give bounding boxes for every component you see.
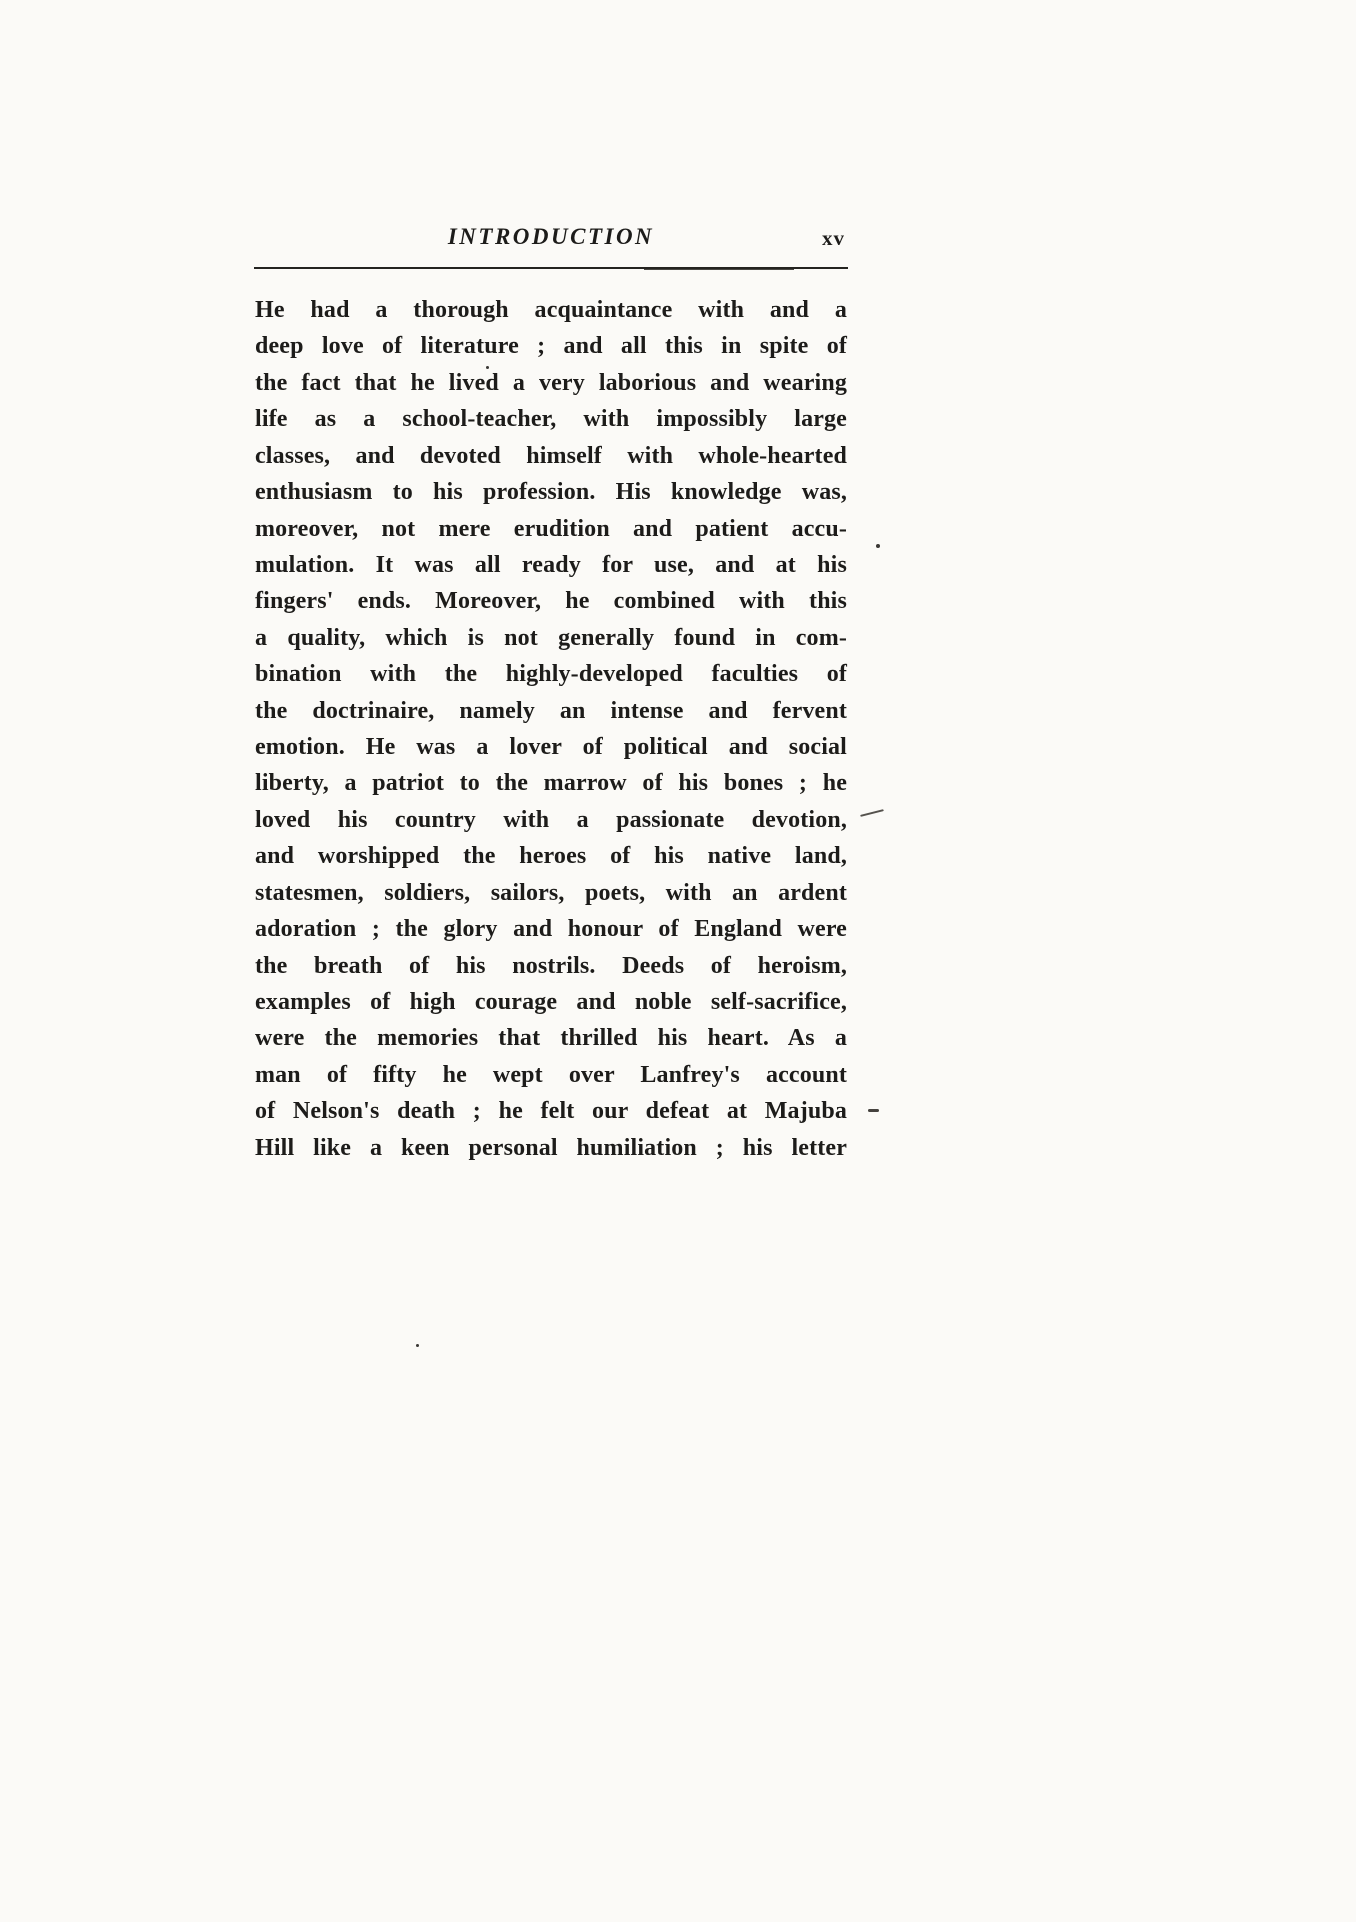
scan-speck bbox=[416, 1344, 419, 1347]
body-text bbox=[255, 292, 847, 1166]
text-line: the breath of his nostrils. Deeds of heroism, bbox=[255, 952, 847, 979]
text-line: He had a thorough acquaintance with and a bbox=[255, 297, 847, 323]
header-rule bbox=[254, 267, 848, 269]
text-line: emotion. He was a lover of political and social bbox=[255, 734, 847, 761]
running-title: INTRODUCTION bbox=[447, 224, 655, 249]
scan-speck bbox=[486, 366, 489, 369]
text-line: life as a school-teacher, with impossibly large bbox=[255, 406, 847, 433]
page-header bbox=[255, 224, 847, 256]
text-line: classes, and devoted himself with whole-hearted bbox=[255, 442, 847, 469]
text-line: and worshipped the heroes of his native land, bbox=[255, 843, 847, 870]
text-line: Hill like a keen personal humiliation ; his letter bbox=[255, 1134, 847, 1161]
text-line: the doctrinaire, namely an intense and fervent bbox=[255, 697, 847, 724]
text-line: loved his country with a passionate devotion, bbox=[255, 806, 847, 833]
text-line: adoration ; the glory and honour of England were bbox=[255, 916, 847, 943]
text-line: mulation. It was all ready for use, and at his bbox=[255, 551, 847, 578]
text-line: of Nelson's death ; he felt our defeat at Majuba bbox=[255, 1098, 847, 1125]
scan-speck bbox=[876, 544, 880, 548]
text-line: a quality, which is not generally found in com- bbox=[255, 624, 847, 651]
text-line: fingers' ends. Moreover, he combined with this bbox=[255, 588, 847, 615]
text-line: the fact that he lived a very laborious and wearing bbox=[255, 369, 847, 396]
text-line: deep love of literature ; and all this in spite of bbox=[255, 333, 847, 360]
scan-speck bbox=[868, 1109, 879, 1112]
text-line: bination with the highly-developed faculties of bbox=[255, 661, 847, 688]
text-line: enthusiasm to his profession. His knowledge was, bbox=[255, 479, 847, 506]
text-line: moreover, not mere erudition and patient accu- bbox=[255, 515, 847, 542]
text-line: were the memories that thrilled his heart. As a bbox=[255, 1025, 847, 1052]
scan-speck bbox=[860, 809, 884, 817]
text-line: examples of high courage and noble self-sacrifice, bbox=[255, 989, 847, 1016]
text-line: man of fifty he wept over Lanfrey's account bbox=[255, 1061, 847, 1088]
text-line: statesmen, soldiers, sailors, poets, with an ardent bbox=[255, 879, 847, 906]
text-line: liberty, a patriot to the marrow of his bones ; he bbox=[255, 770, 847, 797]
page-number: xv bbox=[822, 226, 845, 250]
